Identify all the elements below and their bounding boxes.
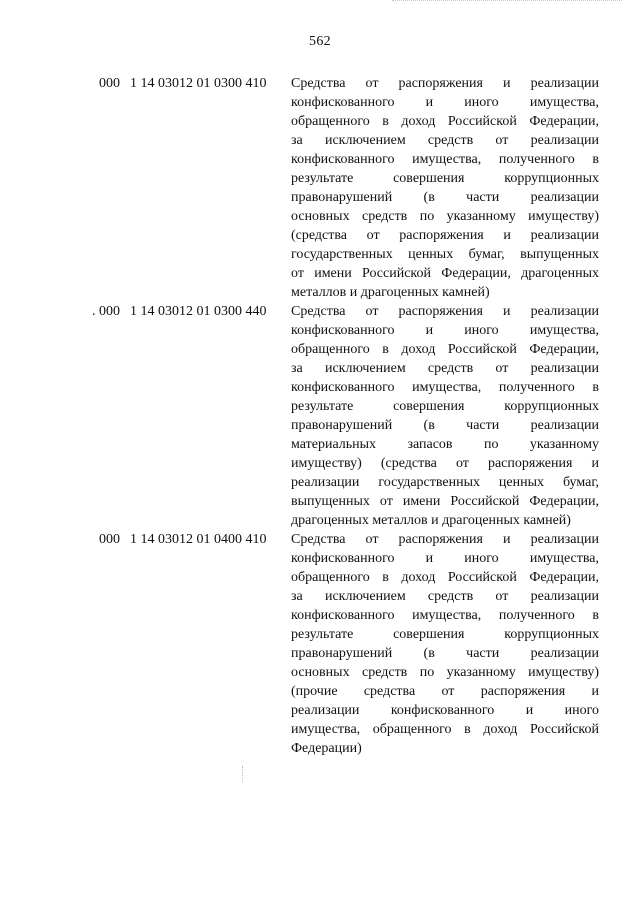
page-number: 562 [309,34,331,49]
description-line: результате совершения коррупционных [291,399,599,414]
description-line: материальных запасов по указанному [291,437,599,452]
description-line: обращенного в доход Российской Федерации, [291,114,599,129]
description-line: правонарушений (в части реализации [291,190,599,205]
description-line: реализации конфискованного и иного [291,703,599,718]
description-line: результате совершения коррупционных [291,171,599,186]
description-line: драгоценных металлов и драгоценных камней) [291,513,571,528]
description-line: Средства от распоряжения и реализации [291,304,599,319]
description-line: обращенного в доход Российской Федерации, [291,570,599,585]
description-line: имуществу) (средства от распоряжения и [291,456,599,471]
description-line: основных средств по указанному имуществу) [291,209,599,224]
description-line: Федерации) [291,741,362,756]
admin-code: 000 [99,532,120,547]
description-line: правонарушений (в части реализации [291,646,599,661]
description-line: конфискованного имущества, полученного в [291,380,599,395]
admin-code: 000 [99,76,120,91]
description-line: имущества, обращенного в доход Российской [291,722,599,737]
description-line: государственных ценных бумаг, выпущенных [291,247,599,262]
description-line: реализации государственных ценных бумаг, [291,475,599,490]
description-line: за исключением средств от реализации [291,361,599,376]
description-line: правонарушений (в части реализации [291,418,599,433]
description-line: (прочие средства от распоряжения и [291,684,599,699]
description-line: выпущенных от имени Российской Федерации, [291,494,599,509]
description-line: конфискованного и иного имущества, [291,95,599,110]
description-line: конфискованного имущества, полученного в [291,608,599,623]
description-line: обращенного в доход Российской Федерации, [291,342,599,357]
kbk-code: 1 14 03012 01 0300 410 [130,76,267,91]
description-line: металлов и драгоценных камней) [291,285,490,300]
description-line: Средства от распоряжения и реализации [291,532,599,547]
entry-description [291,530,599,758]
entry-description [291,302,599,530]
entry-description [291,74,599,302]
description-line: от имени Российской Федерации, драгоценных [291,266,599,281]
description-line: конфискованного имущества, полученного в [291,152,599,167]
kbk-code: 1 14 03012 01 0400 410 [130,532,267,547]
description-line: (средства от распоряжения и реализации [291,228,599,243]
kbk-code: 1 14 03012 01 0300 440 [130,304,267,319]
description-line: основных средств по указанному имуществу) [291,665,599,680]
description-line: конфискованного и иного имущества, [291,551,599,566]
admin-code: . 000 [92,304,120,319]
description-line: Средства от распоряжения и реализации [291,76,599,91]
description-line: за исключением средств от реализации [291,133,599,148]
description-line: конфискованного и иного имущества, [291,323,599,338]
description-line: результате совершения коррупционных [291,627,599,642]
scan-artifact-mark [242,766,244,782]
scan-edge-mark [392,0,622,2]
description-line: за исключением средств от реализации [291,589,599,604]
